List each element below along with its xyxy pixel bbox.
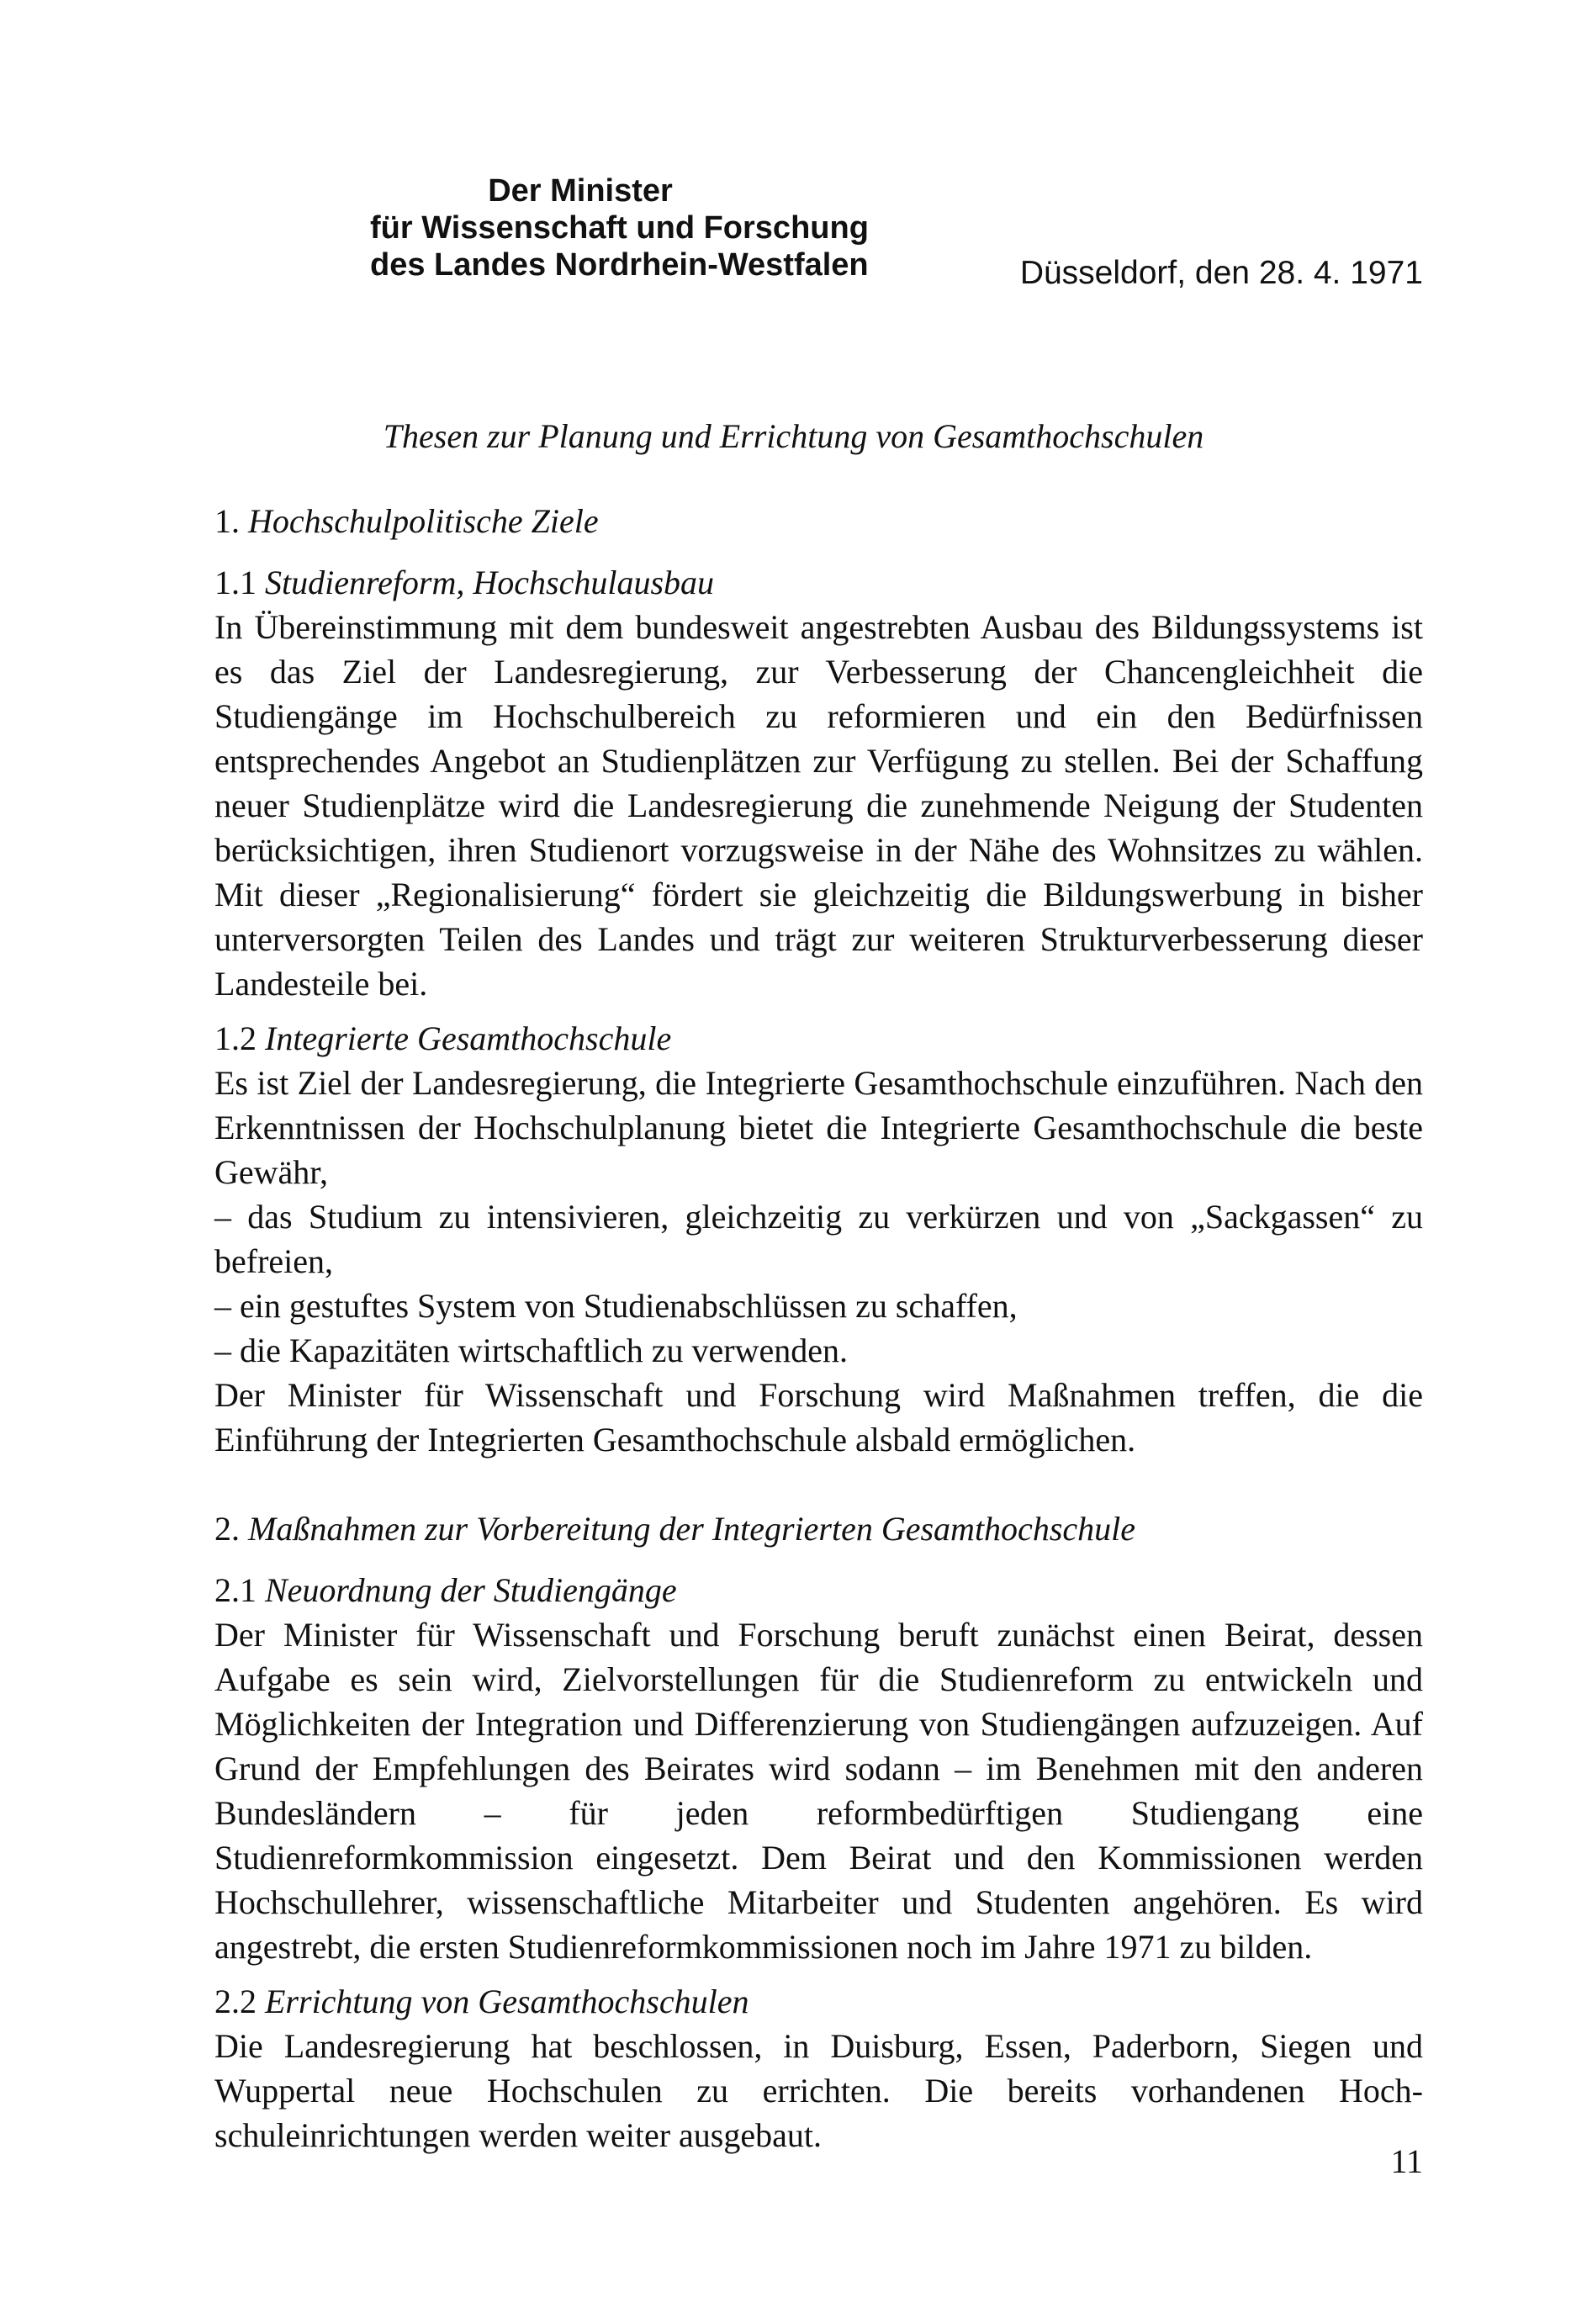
page-number: 11 [1390, 2142, 1423, 2180]
place-date: Düsseldorf, den 28. 4. 1971 [1019, 255, 1423, 291]
subsection-heading [214, 1016, 1423, 1061]
list-item: – ein gestuftes System von Studienabschlüssen zu schaffen, [214, 1287, 1018, 1325]
document-title: Thesen zur Planung und Errichtung von Gesamthochschulen [383, 417, 1204, 455]
subsection-title: Neuordnung der Studiengänge [265, 1571, 677, 1609]
section-number: 2. [214, 1510, 240, 1548]
paragraph: Die Landesregierung hat beschlossen, in Duisburg, Essen, Paderborn, Siegen und Wuppertal neue Hochschulen zu errichten. Die bereits vorhandenen Hochschuleinrichtungen werden weiter ausgebaut. [214, 2027, 1423, 2154]
section-title: Hochschulpolitische Ziele [248, 502, 599, 540]
section-heading [214, 499, 1423, 543]
subsection-heading [214, 1979, 1423, 2024]
list-item: – das Studium zu intensivieren, gleichzeitig zu verkürzen und von „Sackgassen“ zu befreien, [214, 1198, 1423, 1280]
list-item: – die Kapazitäten wirtschaftlich zu verwenden. [214, 1331, 849, 1369]
paragraph: Es ist Ziel der Landesregierung, die Integrierte Gesamthochschule einzuführen. Nach den Erkenntnissen der Hochschulplanung bietet die Integrierte Gesamthochschule die beste Gewähr, [214, 1064, 1423, 1191]
document-body [214, 499, 1423, 2157]
authority-line: des Landes Nordrhein-Westfalen [370, 247, 869, 283]
section-title: Maßnahmen zur Vorbereitung der Integrierten Gesamthochschule [248, 1510, 1135, 1548]
authority-line: Der Minister [488, 173, 673, 209]
authority-line: für Wissenschaft und Forschung [370, 210, 869, 246]
subsection-title: Studienreform, Hochschulausbau [265, 564, 715, 601]
section-number: 1. [214, 502, 240, 540]
subsection-title: Errichtung von Gesamthochschulen [265, 1983, 749, 2020]
paragraph: Der Minister für Wissenschaft und Forschung wird Maßnahmen treffen, die die Einführung der Integrierten Gesamthochschule alsbald ermöglichen. [214, 1376, 1423, 1458]
subsection-number: 1.1 [214, 564, 257, 601]
subsection-heading [214, 1568, 1423, 1612]
issuing-authority [370, 172, 869, 283]
paragraph: Der Minister für Wissenschaft und Forschung beruft zunächst einen Beirat, dessen Aufgabe es sein wird, Zielvorstellungen für die Studienreform zu entwickeln und Möglichkeiten der Integration und Differenzierung von Studiengängen aufzuzeigen. Auf Grund der Empfehlungen des Beirates wird sodann – im Benehmen mit den anderen Bundesländern – für jeden reformbedürftigen Studiengang eine Studienreformkommission eingesetzt. Dem Beirat und den Kommissionen werden Hochschullehrer, wissenschaftliche Mitarbeiter und Studenten angehören. Es wird angestrebt, die ersten Studienreformkommissionen noch im Jahre 1971 zu bilden. [214, 1616, 1423, 1966]
subsection-number: 2.1 [214, 1571, 257, 1609]
subsection-title: Integrierte Gesamthochschule [265, 1019, 672, 1057]
subsection-heading [214, 560, 1423, 605]
section-heading [214, 1506, 1423, 1551]
subsection-number: 2.2 [214, 1983, 257, 2020]
paragraph: In Übereinstimmung mit dem bundesweit angestrebten Ausbau des Bildungssystems ist es das Ziel der Landesregierung, zur Verbesserung der Chancengleichheit die Studiengänge im Hochschulbereich zu reformieren und ein den Bedürfnissen entsprechendes Angebot an Studienplätzen zur Verfügung zu stellen. Bei der Schaffung neuer Studienplätze wird die Landesregierung die zunehmende Neigung der Studenten berücksichtigen, ihren Studienort vorzugsweise in der Nähe des Wohnsitzes zu wählen. Mit dieser „Regionalisierung“ fördert sie gleichzeitig die Bildungswerbung in bisher unterversorgten Teilen des Landes und trägt zur weiteren Strukturverbesserung dieser Landesteile bei. [214, 608, 1423, 1003]
subsection-number: 1.2 [214, 1019, 257, 1057]
